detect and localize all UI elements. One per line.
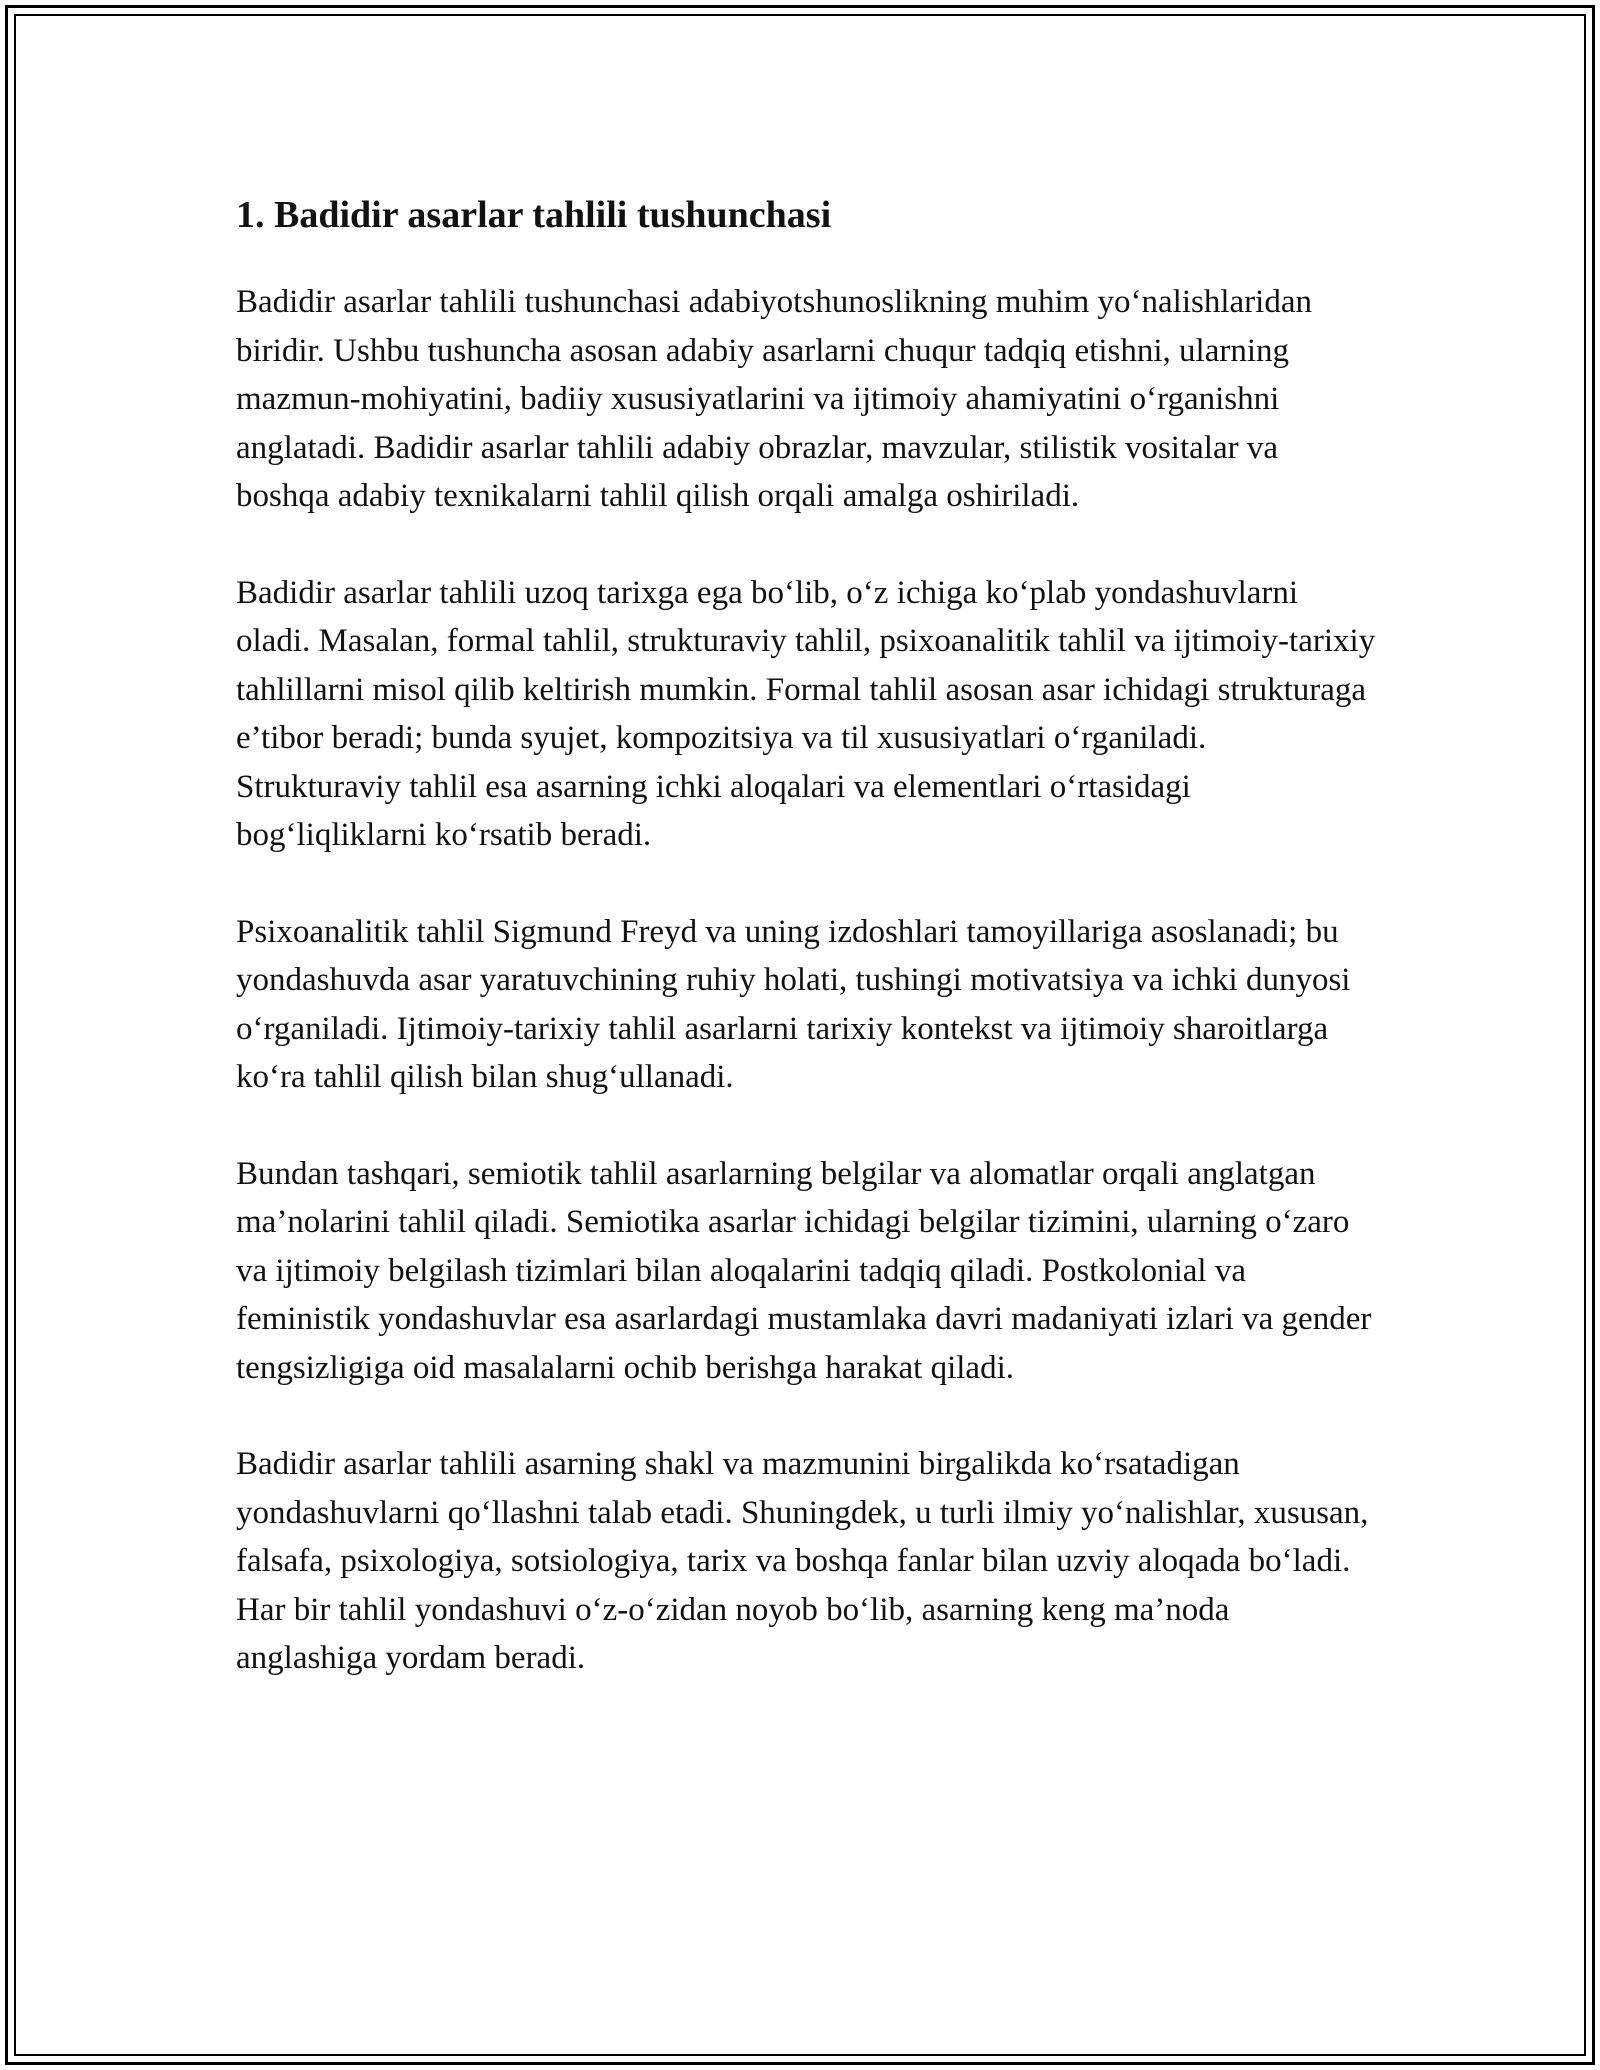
paragraph-5: Badidir asarlar tahlili asarning shakl va mazmunini birgalikda ko‘rsatadigan yondashuvlarni qo‘llashni talab etadi. Shuningdek, u turli ilmiy yo‘nalishlar, xususan, falsafa, psixologiya, sotsiologiya, tarix va boshqa fanlar bilan uzviy aloqada bo‘ladi. Har bir tahlil yondashuvi o‘z-o‘zidan noyob bo‘lib, asarning keng ma’noda anglashiga yordam beradi. [236,1446,1369,1676]
paragraph-2: Badidir asarlar tahlili uzoq tarixga ega bo‘lib, o‘z ichiga ko‘plab yondashuvlarni oladi. Masalan, formal tahlil, strukturaviy tahlil, psixoanalitik tahlil va ijtimoiy-tarixiy tahlillarni misol qilib keltirish mumkin. Formal tahlil asosan asar ichidagi strukturaga e’tibor beradi; bunda syujet, kompozitsiya va til xususiyatlari o‘rganiladi. Strukturaviy tahlil esa asarning ichki aloqalari va elementlari o‘rtasidagi bog‘liqliklarni ko‘rsatib beradi. [236,574,1376,853]
section-heading: 1. Badidir asarlar tahlili tushunchasi [236,194,832,236]
document-content [236,188,1376,1731]
paragraph-4: Bundan tashqari, semiotik tahlil asarlarning belgilar va alomatlar orqali anglatgan ma’nolarini tahlil qiladi. Semiotika asarlar ichidagi belgilar tizimini, ularning o‘zaro va ijtimoiy belgilash tizimlari bilan aloqalarini tadqiq qiladi. Postkolonial va feministik yondashuvlar esa asarlardagi mustamlaka davri madaniyati izlari va gender tengsizligiga oid masalalarni ochib berishga harakat qiladi. [236,1155,1372,1386]
paragraph-3: Psixoanalitik tahlil Sigmund Freyd va uning izdoshlari tamoyillariga asoslanadi; bu yondashuvda asar yaratuvchining ruhiy holati, tushingi motivatsiya va ichki dunyosi o‘rganiladi. Ijtimoiy-tarixiy tahlil asarlarni tarixiy kontekst va ijtimoiy sharoitlarga ko‘ra tahlil qilish bilan shug‘ullanadi. [236,913,1351,1095]
paragraph-1: Badidir asarlar tahlili tushunchasi adabiyotshunoslikning muhim yo‘nalishlaridan biridir. Ushbu tushuncha asosan adabiy asarlarni chuqur tadqiq etishni, ularning mazmun-mohiyatini, badiiy xususiyatlarini va ijtimoiy ahamiyatini o‘rganishni anglatadi. Badidir asarlar tahlili adabiy obrazlar, mavzular, stilistik vositalar va boshqa adabiy texnikalarni tahlil qilish orqali amalga oshiriladi. [236,284,1312,514]
